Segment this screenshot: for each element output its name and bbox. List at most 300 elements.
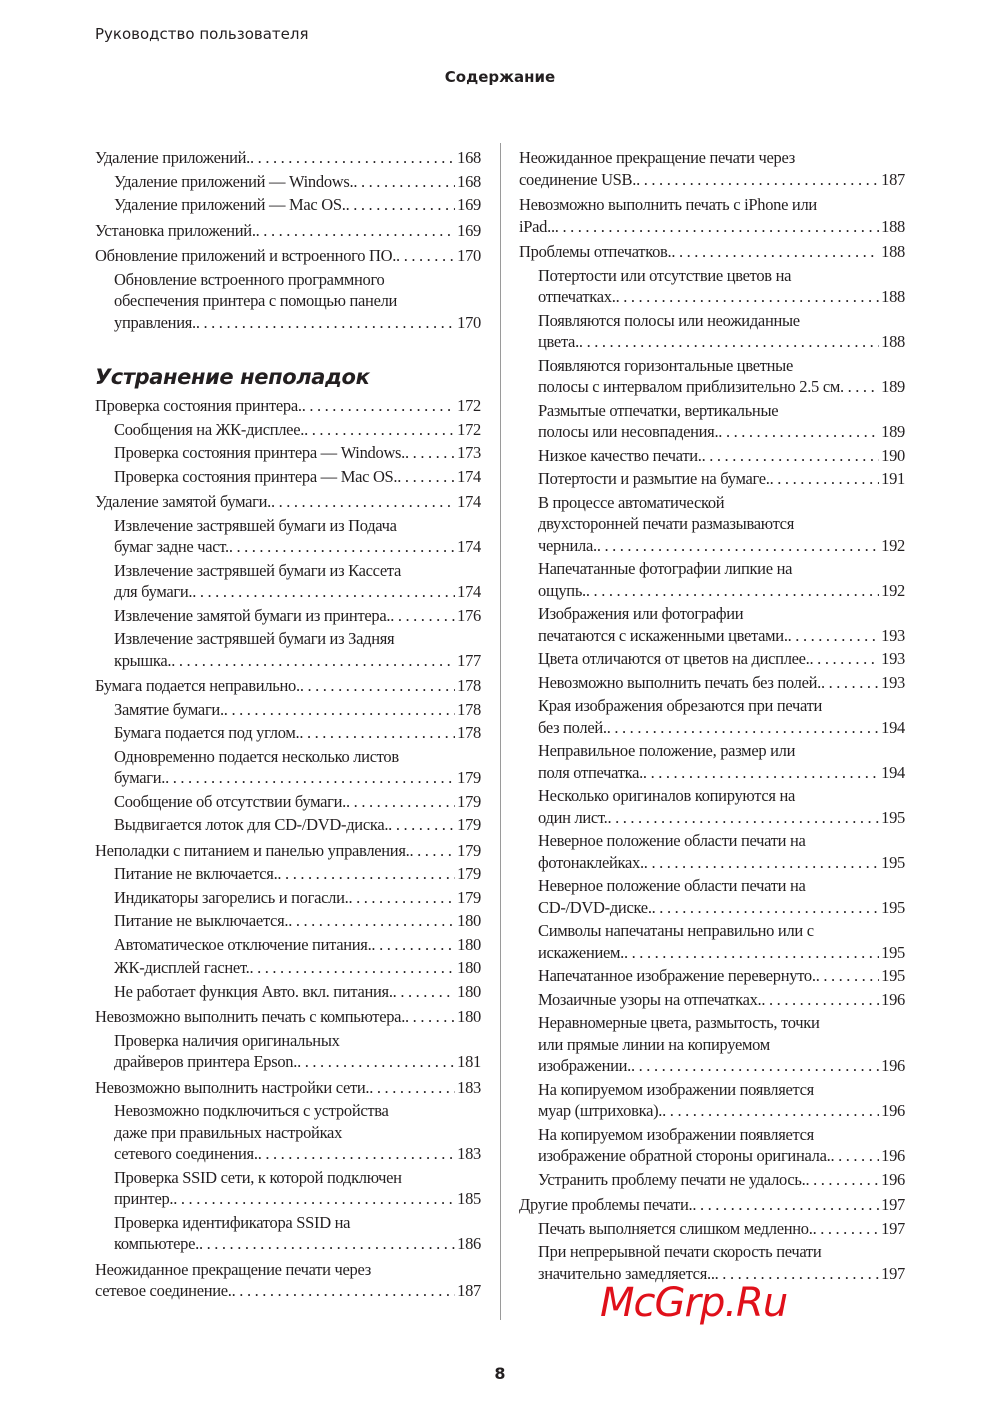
toc-page-number: 193 — [881, 625, 905, 645]
dot-leader — [396, 245, 455, 267]
toc-entry[interactable] — [95, 863, 481, 885]
toc-entry-line — [114, 419, 481, 441]
dot-leader — [616, 286, 880, 308]
toc-page-number: 172 — [457, 396, 481, 415]
dot-leader — [636, 169, 879, 191]
toc-entry[interactable] — [95, 491, 481, 513]
toc-entry[interactable] — [519, 875, 905, 918]
toc-entry-line — [95, 220, 481, 242]
toc-entry-text: или прямые линии на копируемом — [538, 1034, 770, 1054]
toc-entry-line — [519, 169, 905, 191]
toc-entry-line — [538, 625, 905, 647]
toc-entry[interactable] — [519, 400, 905, 443]
toc-entry-text: один лист. — [538, 807, 608, 827]
toc-entry-line — [114, 910, 481, 932]
toc-entry[interactable] — [519, 194, 905, 237]
toc-entry[interactable] — [95, 515, 481, 558]
toc-entry[interactable] — [95, 1006, 481, 1028]
toc-entry[interactable] — [95, 194, 481, 216]
toc-entry-text: Извлечение замятой бумаги из принтера. — [114, 605, 391, 625]
toc-entry-text: Одновременно подается несколько листов — [114, 746, 399, 766]
toc-page-number: 197 — [881, 1218, 905, 1238]
toc-page-number: 195 — [881, 852, 905, 872]
toc-entry-line — [114, 814, 481, 836]
toc-entry[interactable] — [519, 355, 905, 398]
toc-entry[interactable] — [519, 492, 905, 557]
toc-entry-text: Питание не выключается. — [114, 911, 289, 930]
toc-entry-line — [95, 147, 481, 169]
toc-page-number: 174 — [457, 466, 481, 486]
toc-entry-line — [114, 1051, 481, 1073]
toc-entry-line — [95, 1280, 481, 1302]
toc-entry-text: Неправильное положение, размер или — [538, 741, 796, 760]
dot-leader — [371, 934, 455, 956]
dot-leader — [810, 648, 880, 670]
toc-entry-text: Проверка SSID сети, к которой подключен — [114, 1167, 402, 1187]
dot-leader — [840, 376, 879, 398]
toc-entry-text: Символы напечатаны неправильно или с — [538, 921, 814, 940]
dot-leader — [830, 1145, 879, 1167]
toc-entry-line — [114, 981, 481, 1003]
toc-entry-text: поля отпечатка. — [538, 762, 643, 782]
toc-entry[interactable] — [95, 675, 481, 697]
dot-leader — [346, 194, 456, 216]
toc-entry-text: сетевое соединение. — [95, 1281, 232, 1300]
toc-entry-text: Не работает функция Авто. вкл. питания. — [114, 981, 393, 1001]
toc-entry[interactable] — [519, 310, 905, 353]
dot-leader — [555, 216, 879, 238]
toc-entry-text: крышка. — [114, 650, 172, 670]
toc-entry-text: Невозможно подключиться с устройства — [114, 1101, 389, 1120]
dot-leader — [224, 699, 455, 721]
toc-entry-line — [95, 1006, 481, 1028]
toc-page-number: 188 — [881, 332, 905, 351]
toc-entry[interactable] — [519, 920, 905, 963]
section-title: Содержание — [444, 68, 556, 86]
toc-entry-text: даже при правильных настройках — [114, 1122, 343, 1142]
toc-page-number: 173 — [457, 443, 481, 462]
toc-entry-text: Цвета отличаются от цветов на дисплее. — [538, 649, 810, 668]
toc-page-number: 188 — [881, 216, 905, 236]
toc-entry-line — [95, 675, 481, 697]
dot-leader — [607, 807, 879, 829]
toc-entry[interactable] — [95, 746, 481, 789]
toc-entry[interactable] — [519, 648, 905, 670]
toc-entry-text: принтер. — [114, 1189, 174, 1208]
toc-entry-text: обеспечения принтера с помощью панели — [114, 291, 398, 310]
toc-entry-line — [114, 863, 481, 885]
toc-entry-text: Извлечение застрявшей бумаги из Кассета — [114, 560, 402, 580]
toc-entry-line — [114, 171, 481, 193]
toc-entry[interactable] — [95, 699, 481, 721]
toc-entry-text: Напечатанные фотографии липкие на — [538, 559, 793, 578]
toc-entry[interactable] — [519, 989, 905, 1011]
toc-entry-text: Невозможно выполнить настройки сети. — [95, 1077, 370, 1097]
toc-list-right — [519, 147, 905, 1284]
dot-leader — [369, 1077, 455, 1099]
toc-entry-line — [538, 762, 905, 784]
dot-leader — [390, 605, 455, 627]
toc-entry[interactable] — [95, 245, 481, 267]
toc-page-number: 179 — [457, 887, 481, 907]
toc-page-number: 180 — [457, 958, 481, 977]
dot-leader — [631, 1055, 879, 1077]
toc-page-number: 179 — [457, 791, 481, 811]
dot-leader — [165, 767, 455, 789]
toc-entry-line — [114, 605, 481, 627]
dot-leader — [196, 312, 455, 334]
toc-entry-text: Сообщения на ЖК-дисплее. — [114, 419, 305, 439]
toc-page-number: 193 — [881, 672, 905, 692]
toc-entry-text: компьютере. — [114, 1234, 199, 1253]
toc-entry-text: бумаги. — [114, 768, 166, 787]
toc-entry-line — [114, 536, 481, 558]
toc-entry[interactable] — [95, 466, 481, 488]
toc-entry-text: Удаление приложений — Mac OS. — [114, 195, 346, 214]
toc-entry[interactable] — [519, 785, 905, 828]
toc-entry[interactable] — [95, 722, 481, 744]
toc-entry-text: Изображения или фотографии — [538, 604, 744, 623]
toc-entry[interactable] — [95, 605, 481, 627]
toc-entry-text: При непрерывной печати скорость печати — [538, 1242, 822, 1261]
toc-entry-text: Проверка состояния принтера. — [95, 396, 302, 415]
toc-page-number: 174 — [457, 537, 481, 556]
toc-page-number: 172 — [457, 419, 481, 439]
toc-entry-text: Размытые отпечатки, вертикальные — [538, 400, 779, 420]
dot-leader — [718, 421, 879, 443]
toc-entry-text: Печать выполняется слишком медленно. — [538, 1218, 813, 1238]
toc-entry-line — [114, 1188, 481, 1210]
toc-entry[interactable] — [95, 560, 481, 603]
dot-leader — [277, 863, 455, 885]
toc-page-number: 180 — [457, 1007, 481, 1026]
toc-entry-line — [538, 648, 905, 670]
toc-entry[interactable] — [519, 265, 905, 308]
toc-page-number: 189 — [881, 422, 905, 441]
toc-entry-text: Мозаичные узоры на отпечатках. — [538, 989, 762, 1009]
toc-entry-text: изображении. — [538, 1056, 631, 1075]
toc-entry-text: Появляются полосы или неожиданные — [538, 310, 800, 330]
dot-leader — [579, 331, 879, 353]
toc-entry-text: муар (штриховка). — [538, 1101, 663, 1120]
toc-entry-text: значительно замедляется.. — [538, 1263, 715, 1283]
toc-entry[interactable] — [95, 1077, 481, 1099]
toc-entry-text: Проверка наличия оригинальных — [114, 1030, 340, 1050]
toc-entry-text: Напечатанное изображение перевернуто. — [538, 966, 816, 985]
toc-entry-line — [538, 421, 905, 443]
dot-leader — [300, 675, 455, 697]
toc-entry[interactable] — [519, 603, 905, 646]
toc-entry-text: искажением. — [538, 942, 624, 962]
toc-page-number: 196 — [881, 1169, 905, 1189]
watermark-logo: McGrp.Ru — [600, 1280, 788, 1326]
toc-entry-text: ощупь. — [538, 580, 586, 600]
dot-leader — [250, 147, 455, 169]
dot-leader — [258, 1143, 455, 1165]
toc-entry-text: Невозможно выполнить печать с iPhone или — [519, 195, 817, 214]
toc-entry-text: iPad.. — [519, 216, 555, 236]
dot-leader — [662, 1100, 879, 1122]
toc-entry[interactable] — [95, 419, 481, 441]
toc-entry-text: полосы с интервалом приблизительно 2.5 см — [538, 377, 840, 396]
toc-page-number: 186 — [457, 1234, 481, 1253]
toc-entry[interactable] — [95, 791, 481, 813]
toc-entry-text: Установка приложений. — [95, 220, 256, 240]
toc-entry-text: Индикаторы загорелись и погасли. — [114, 887, 349, 907]
toc-entry[interactable] — [95, 269, 481, 334]
toc-entry-text: Неожиданное прекращение печати через — [95, 1259, 371, 1279]
toc-entry-line — [538, 1055, 905, 1077]
toc-entry-text: Устранить проблему печати не удалось. — [538, 1169, 806, 1189]
toc-entry[interactable] — [95, 395, 481, 417]
toc-page-number: 177 — [457, 650, 481, 670]
dot-leader — [171, 650, 455, 672]
toc-entry-text: CD-/DVD-диске. — [538, 897, 652, 917]
dot-leader — [271, 491, 455, 513]
dot-leader — [761, 989, 879, 1011]
toc-entry-line — [538, 807, 905, 829]
toc-entry-line — [538, 1169, 905, 1191]
toc-entry[interactable] — [95, 1212, 481, 1255]
toc-entry[interactable] — [519, 672, 905, 694]
toc-entry-text: Сообщение об отсутствии бумаги. — [114, 791, 347, 811]
dot-leader — [813, 1218, 880, 1240]
toc-entry-text: Бумага подается неправильно. — [95, 676, 300, 695]
toc-page-number: 189 — [881, 377, 905, 396]
toc-entry[interactable] — [519, 1012, 905, 1077]
toc-entry-text: без полей. — [538, 717, 607, 737]
dot-leader — [397, 466, 455, 488]
toc-page-number: 180 — [457, 911, 481, 930]
toc-page-number: 169 — [457, 220, 481, 240]
toc-list-bottom — [95, 395, 481, 1302]
toc-entry[interactable] — [519, 965, 905, 987]
toc-page-number: 183 — [457, 1077, 481, 1097]
toc-entry-line — [95, 840, 481, 862]
toc-entry[interactable] — [95, 981, 481, 1003]
toc-page-number: 197 — [881, 1195, 905, 1214]
toc-entry-text: полосы или несовпадения. — [538, 422, 719, 441]
toc-entry-text: чернила. — [538, 535, 597, 555]
toc-entry-text: Неверное положение области печати на — [538, 876, 806, 895]
toc-entry-text: двухсторонней печати размазываются — [538, 514, 794, 533]
toc-entry[interactable] — [519, 740, 905, 783]
dot-leader — [348, 887, 455, 909]
toc-entry-text: соединение USB. — [519, 169, 637, 189]
toc-entry[interactable] — [519, 830, 905, 873]
toc-page-number: 192 — [881, 535, 905, 555]
toc-entry-line — [114, 887, 481, 909]
toc-entry[interactable] — [519, 558, 905, 601]
toc-entry[interactable] — [519, 1124, 905, 1167]
dot-leader — [816, 965, 879, 987]
toc-page-number: 169 — [457, 195, 481, 214]
toc-page-number: 178 — [457, 676, 481, 695]
toc-page-number: 196 — [881, 989, 905, 1009]
toc-entry[interactable] — [519, 695, 905, 738]
toc-entry[interactable] — [519, 1079, 905, 1122]
toc-entry-text: Обновление встроенного программного — [114, 269, 385, 289]
toc-entry[interactable] — [519, 147, 905, 190]
toc-entry-text: Бумага подается под углом. — [114, 723, 300, 742]
toc-entry-text: Замятие бумаги. — [114, 699, 224, 719]
toc-entry-text: изображение обратной стороны оригинала. — [538, 1146, 831, 1165]
toc-page-number: 191 — [881, 469, 905, 488]
chapter-heading: Устранение неполадок — [95, 365, 370, 389]
toc-entry[interactable] — [95, 220, 481, 242]
column-divider — [500, 143, 501, 1320]
toc-entry-text: Появляются горизонтальные цветные — [538, 355, 793, 375]
toc-page-number: 188 — [881, 287, 905, 306]
toc-entry[interactable] — [95, 887, 481, 909]
dot-leader — [393, 981, 455, 1003]
toc-entry-line — [95, 491, 481, 513]
toc-list-top — [95, 147, 481, 333]
toc-entry-line — [114, 466, 481, 488]
toc-page-number: 179 — [457, 840, 481, 860]
toc-entry[interactable] — [519, 241, 905, 263]
toc-entry-text: Неожиданное прекращение печати через — [519, 148, 795, 167]
toc-entry[interactable] — [519, 468, 905, 490]
toc-entry-text: Другие проблемы печати. — [519, 1195, 693, 1214]
toc-entry-text: Неполадки с питанием и панелью управления. — [95, 840, 410, 860]
toc-page-number: 183 — [457, 1144, 481, 1163]
dot-leader — [788, 625, 879, 647]
toc-entry-line — [114, 767, 481, 789]
toc-entry-line — [538, 331, 905, 353]
toc-entry-text: цвета. — [538, 332, 579, 351]
toc-page-number: 181 — [457, 1052, 481, 1071]
toc-entry[interactable] — [95, 171, 481, 193]
dot-leader — [346, 791, 455, 813]
toc-entry[interactable] — [95, 840, 481, 862]
toc-entry-line — [538, 376, 905, 398]
toc-entry-line — [538, 445, 905, 467]
toc-entry-text: печатаются с искаженными цветами. — [538, 625, 788, 645]
toc-entry-line — [95, 395, 481, 417]
toc-entry-line — [114, 957, 481, 979]
toc-entry[interactable] — [95, 442, 481, 464]
toc-entry-text: Низкое качество печати. — [538, 445, 702, 465]
toc-entry-line — [538, 468, 905, 490]
toc-entry-text: Удаление замятой бумаги. — [95, 492, 271, 511]
toc-entry-text: На копируемом изображении появляется — [538, 1079, 814, 1099]
toc-page-number: 190 — [881, 445, 905, 465]
toc-entry-line — [538, 897, 905, 919]
toc-entry-line — [114, 934, 481, 956]
toc-entry[interactable] — [95, 1167, 481, 1210]
dot-leader — [304, 419, 455, 441]
toc-entry[interactable] — [95, 814, 481, 836]
toc-page-number: 196 — [881, 1056, 905, 1075]
toc-right-column — [519, 143, 905, 1284]
page-number: 8 — [494, 1364, 506, 1383]
toc-page-number: 195 — [881, 807, 905, 827]
toc-entry-line — [114, 1233, 481, 1255]
dot-leader — [353, 171, 455, 193]
dot-leader — [302, 395, 455, 417]
toc-entry-text: Проверка состояния принтера — Windows. — [114, 443, 406, 462]
toc-entry-text: На копируемом изображении появляется — [538, 1124, 814, 1144]
dot-leader — [671, 241, 879, 263]
toc-page-number: 180 — [457, 934, 481, 954]
toc-page-number: 196 — [881, 1101, 905, 1120]
toc-entry[interactable] — [95, 628, 481, 671]
toc-page-number: 185 — [457, 1189, 481, 1208]
dot-leader — [643, 762, 879, 784]
toc-entry-text: бумаг задне част. — [114, 537, 229, 556]
toc-entry[interactable] — [519, 445, 905, 467]
toc-entry-line — [538, 1100, 905, 1122]
toc-page-number: 176 — [457, 605, 481, 625]
dot-leader — [586, 580, 879, 602]
dot-leader — [297, 1051, 455, 1073]
dot-leader — [644, 852, 879, 874]
dot-leader — [299, 722, 455, 744]
toc-page-number: 170 — [457, 312, 481, 332]
dot-leader — [770, 468, 880, 490]
toc-entry-line — [538, 989, 905, 1011]
toc-page-number: 179 — [457, 815, 481, 834]
toc-entry[interactable] — [95, 957, 481, 979]
toc-entry[interactable] — [519, 1169, 905, 1191]
toc-entry-text: Удаление приложений. — [95, 148, 251, 167]
toc-page-number: 187 — [881, 169, 905, 189]
toc-entry[interactable] — [519, 1194, 905, 1216]
toc-page-number: 179 — [457, 768, 481, 787]
toc-left-column — [95, 143, 481, 1304]
toc-entry-line — [95, 1077, 481, 1099]
toc-page-number: 168 — [457, 148, 481, 167]
dot-leader — [405, 442, 455, 464]
toc-entry-line — [95, 245, 481, 267]
toc-entry[interactable] — [95, 1100, 481, 1165]
toc-entry[interactable] — [95, 934, 481, 956]
toc-entry-text: управления. — [114, 312, 196, 332]
toc-page-number: 196 — [881, 1146, 905, 1165]
toc-entry[interactable] — [95, 147, 481, 169]
toc-entry-line — [114, 194, 481, 216]
toc-entry-line — [114, 312, 481, 334]
dot-leader — [199, 1233, 455, 1255]
dot-leader — [702, 445, 880, 467]
toc-entry-text: Невозможно выполнить печать с компьютера. — [95, 1007, 406, 1026]
toc-entry[interactable] — [95, 910, 481, 932]
toc-page-number: 195 — [881, 897, 905, 917]
toc-entry-text: Питание не включается. — [114, 864, 278, 883]
toc-entry[interactable] — [95, 1030, 481, 1073]
toc-page-number: 192 — [881, 580, 905, 600]
dot-leader — [692, 1194, 879, 1216]
toc-page-number: 197 — [881, 1263, 905, 1283]
toc-page-number: 174 — [457, 582, 481, 601]
toc-page-number: 180 — [457, 981, 481, 1001]
toc-entry-text: Проверка состояния принтера — Mac OS. — [114, 466, 398, 486]
dot-leader — [405, 1006, 455, 1028]
toc-entry-line — [114, 699, 481, 721]
toc-entry-text: Потертости и размытие на бумаге. — [538, 469, 770, 488]
toc-entry-line — [538, 286, 905, 308]
toc-entry-line — [538, 852, 905, 874]
toc-entry[interactable] — [519, 1241, 905, 1284]
toc-page-number: 187 — [457, 1281, 481, 1300]
toc-entry[interactable] — [519, 1218, 905, 1240]
toc-entry-line — [538, 942, 905, 964]
toc-entry-line — [519, 241, 905, 263]
dot-leader — [805, 1169, 879, 1191]
toc-entry[interactable] — [95, 1259, 481, 1302]
dot-leader — [192, 581, 455, 603]
